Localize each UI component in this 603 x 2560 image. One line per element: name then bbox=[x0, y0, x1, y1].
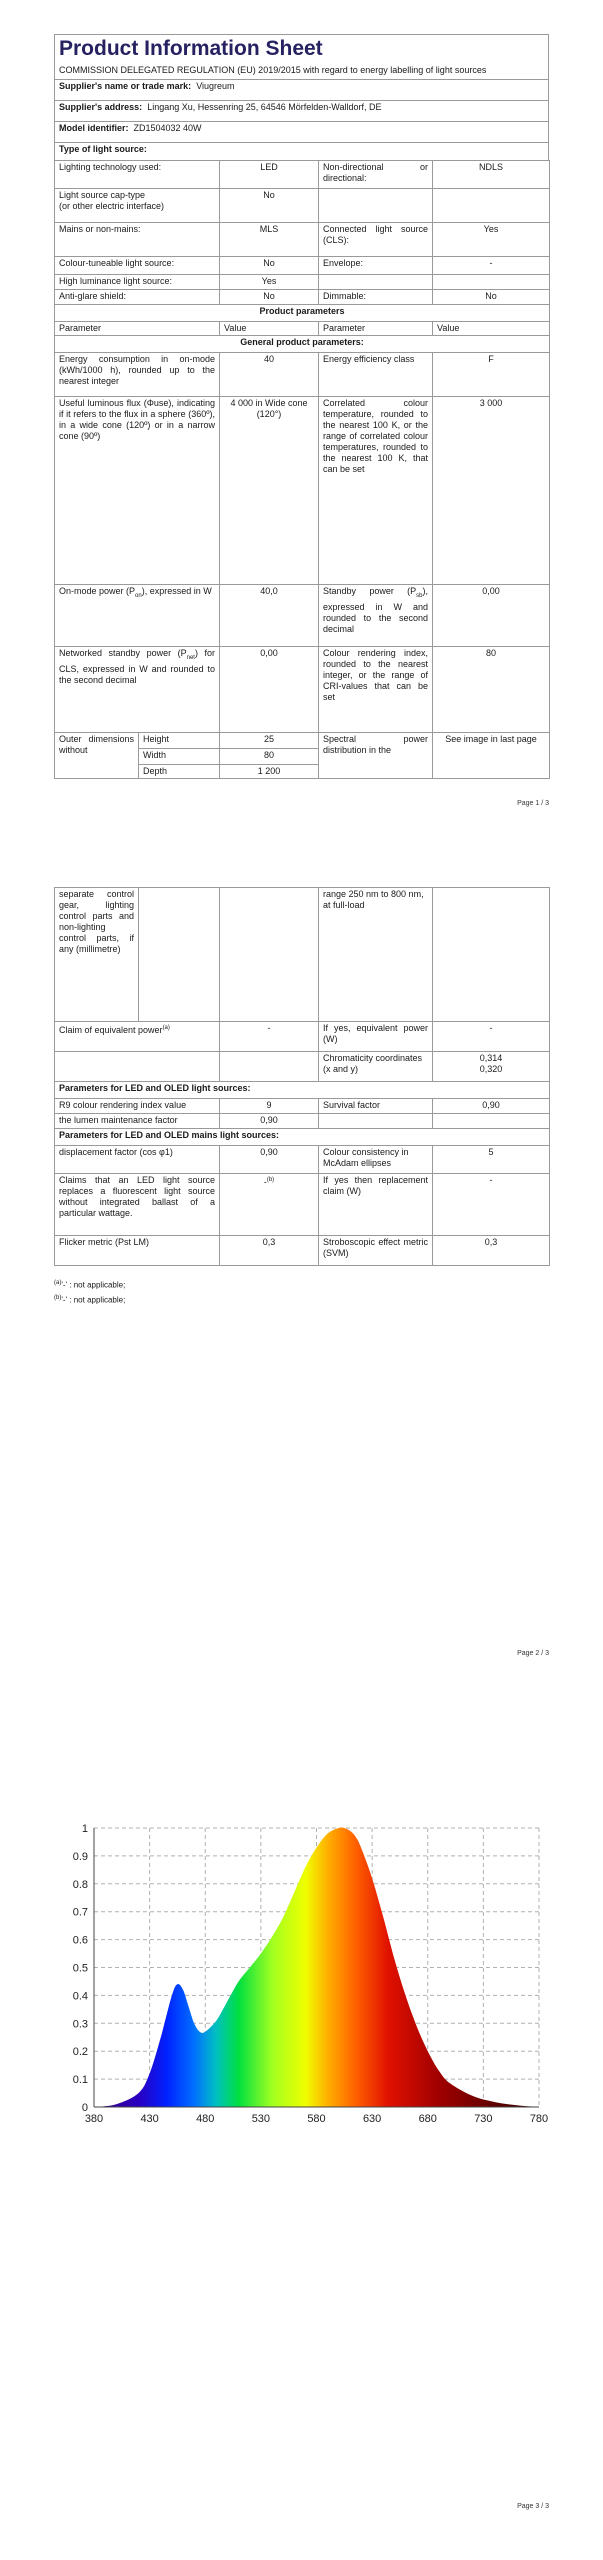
x-tick-labels bbox=[85, 2113, 548, 2125]
dimensions-table-part1 bbox=[54, 732, 550, 779]
x-tick-label: 380 bbox=[84, 2113, 104, 2125]
ls-param: Lighting technology used: bbox=[55, 161, 220, 189]
column-header-row bbox=[55, 322, 550, 336]
param-row bbox=[55, 1236, 550, 1266]
general-parameters-heading: General product parameters: bbox=[55, 336, 550, 353]
equivalent-power-label: Claim of equivalent power$^{(a)}$ bbox=[55, 1022, 220, 1052]
mains-parameters-heading: Parameters for LED and OLED mains light sources: bbox=[55, 1129, 550, 1146]
ls-row bbox=[55, 223, 550, 257]
ls-param: Colour-tuneable light source: bbox=[55, 257, 220, 275]
ls-value bbox=[433, 189, 550, 223]
luminous-flux-value: 4 000 in Wide cone (120°) bbox=[220, 397, 319, 585]
supplier-name-row bbox=[55, 80, 549, 101]
chromaticity-label: Chromaticity coordinates (x and y) bbox=[319, 1052, 433, 1082]
dimension-continued-row bbox=[55, 888, 550, 1022]
x-tick-label: 680 bbox=[418, 2113, 437, 2125]
cct-label: Correlated colour temperature, rounded to the nearest 100 K, or the range of correlated colour temperatures, rounded to the nearest 100 K, that can be set bbox=[319, 397, 433, 585]
replacement-claim-label: If yes then replacement claim (W) bbox=[319, 1174, 433, 1236]
onmode-power-value: 40,0 bbox=[220, 585, 319, 647]
footnotes bbox=[54, 1277, 125, 1306]
lumen-maintenance-value: 0,90 bbox=[220, 1114, 319, 1129]
svm-value: 0,3 bbox=[433, 1236, 550, 1266]
light-source-table bbox=[54, 160, 550, 733]
ls-value: LED bbox=[220, 161, 319, 189]
height-value: 25 bbox=[220, 733, 319, 749]
ls-row bbox=[55, 161, 550, 189]
empty-cell bbox=[139, 888, 220, 1022]
spd-label: Spectral power distribution in the bbox=[319, 733, 433, 779]
empty-cell bbox=[433, 888, 550, 1022]
width-label: Width bbox=[139, 749, 220, 765]
title-block bbox=[54, 34, 549, 80]
param-row bbox=[55, 353, 550, 397]
spectral-distribution-chart bbox=[54, 1820, 549, 2130]
ls-value: NDLS bbox=[433, 161, 550, 189]
param-row bbox=[55, 1174, 550, 1236]
ls-param bbox=[319, 275, 433, 290]
r9-label: R9 colour rendering index value bbox=[55, 1099, 220, 1114]
ls-value: - bbox=[433, 257, 550, 275]
ls-param bbox=[319, 189, 433, 223]
empty-cell bbox=[220, 1052, 319, 1082]
luminous-flux-label: Useful luminous flux (Φuse), indicating if it refers to the flux in a sphere (360º), in a wide cone (120º) or in a narrow cone (90º) bbox=[55, 397, 220, 585]
networked-standby-label: Networked standby power $(P_{net})$ for CLS, expressed in W and rounded to the second decimal bbox=[55, 647, 220, 733]
param-row bbox=[55, 1052, 550, 1082]
y-tick-label: 1 bbox=[81, 1823, 88, 1835]
col-header-parameter: Parameter bbox=[319, 322, 433, 336]
displacement-factor-label: displacement factor (cos φ1) bbox=[55, 1146, 220, 1174]
y-tick-labels bbox=[73, 1823, 88, 2114]
empty-cell bbox=[55, 1052, 220, 1082]
ls-param: High luminance light source: bbox=[55, 275, 220, 290]
param-row bbox=[55, 585, 550, 647]
info-sheet-continued bbox=[54, 887, 549, 1266]
ls-value: Yes bbox=[220, 275, 319, 290]
ls-value: No bbox=[220, 257, 319, 275]
ls-value: No bbox=[433, 290, 550, 305]
y-tick-label: 0.3 bbox=[72, 2018, 88, 2031]
cct-value: 3 000 bbox=[433, 397, 550, 585]
equivalent-power-value: - bbox=[220, 1022, 319, 1052]
dimension-row bbox=[55, 733, 550, 749]
param-row bbox=[55, 1146, 550, 1174]
supplier-address-row bbox=[55, 101, 549, 122]
col-header-parameter: Parameter bbox=[55, 322, 220, 336]
flicker-label: Flicker metric (Pst LM) bbox=[55, 1236, 220, 1266]
energy-class-label: Energy efficiency class bbox=[319, 353, 433, 397]
y-tick-label: 0.1 bbox=[72, 2074, 88, 2087]
x-tick-label: 480 bbox=[196, 2113, 215, 2125]
ls-param: Light source cap-type (or other electric interface) bbox=[55, 189, 220, 223]
regulation-text: COMMISSION DELEGATED REGULATION (EU) 2019/2015 with regard to energy labelling of light sources bbox=[59, 65, 487, 75]
energy-consumption-value: 40 bbox=[220, 353, 319, 397]
general-heading-row bbox=[55, 336, 550, 353]
ls-value: Yes bbox=[433, 223, 550, 257]
spd-value: See image in last page bbox=[433, 733, 550, 779]
model-label: Model identifier: bbox=[59, 123, 129, 133]
replacement-claim-value: - bbox=[433, 1174, 550, 1236]
x-tick-label: 430 bbox=[140, 2113, 159, 2125]
light-source-heading: Type of light source: bbox=[55, 143, 549, 161]
networked-standby-value: 0,00 bbox=[220, 647, 319, 733]
outer-dimensions-label: Outer dimensions without bbox=[55, 733, 139, 779]
survival-factor-value: 0,90 bbox=[433, 1099, 550, 1114]
width-value: 80 bbox=[220, 749, 319, 765]
onmode-power-label: On-mode power $(P_{on})$, expressed in W bbox=[55, 585, 220, 647]
page-number: Page 1 / 3 bbox=[517, 800, 549, 807]
page-1 bbox=[0, 0, 603, 853]
supplier-address: Lingang Xu, Hessenring 25, 64546 Mörfelden-Walldorf, DE bbox=[147, 102, 382, 112]
depth-label: Depth bbox=[139, 765, 220, 779]
x-tick-label: 530 bbox=[251, 2113, 271, 2125]
ls-row bbox=[55, 290, 550, 305]
y-tick-label: 0.5 bbox=[72, 1962, 88, 1975]
page-2 bbox=[0, 887, 603, 1740]
light-source-heading-row bbox=[55, 143, 549, 161]
ls-param: Mains or non-mains: bbox=[55, 223, 220, 257]
x-tick-label: 630 bbox=[362, 2113, 382, 2125]
supplier-table bbox=[54, 79, 549, 161]
footnote-a: $^{(a)}$'-' : not applicable; bbox=[54, 1280, 126, 1290]
dimensions-table-part2 bbox=[54, 887, 550, 1022]
param-row bbox=[55, 397, 550, 585]
ls-row bbox=[55, 257, 550, 275]
ls-row bbox=[55, 189, 550, 223]
ls-param: Connected light source (CLS): bbox=[319, 223, 433, 257]
ls-row bbox=[55, 275, 550, 290]
param-row bbox=[55, 1099, 550, 1114]
equivalent-yes-label: If yes, equivalent power (W) bbox=[319, 1022, 433, 1052]
col-header-value: Value bbox=[220, 322, 319, 336]
r9-value: 9 bbox=[220, 1099, 319, 1114]
page-number: Page 2 / 3 bbox=[517, 1650, 549, 1657]
model-identifier: ZD1504032 40W bbox=[133, 123, 202, 133]
cri-value: 80 bbox=[433, 647, 550, 733]
mcadam-value: 5 bbox=[433, 1146, 550, 1174]
model-row bbox=[55, 122, 549, 143]
page-number: Page 3 / 3 bbox=[517, 2503, 549, 2510]
param-row bbox=[55, 1022, 550, 1052]
x-tick-label: 730 bbox=[474, 2113, 493, 2125]
standby-power-label: Standby power $(P_{sb})$, expressed in W and rounded to the second decimal bbox=[319, 585, 433, 647]
displacement-factor-value: 0,90 bbox=[220, 1146, 319, 1174]
empty-cell bbox=[220, 888, 319, 1022]
product-parameters-heading: Product parameters bbox=[55, 305, 550, 322]
param-row bbox=[55, 647, 550, 733]
y-tick-label: 0.9 bbox=[72, 1850, 88, 1863]
page-title: Product Information Sheet bbox=[59, 37, 323, 60]
y-tick-label: 0.6 bbox=[72, 1934, 88, 1947]
claims-label: Claims that an LED light source replaces a fluorescent light source without integrated ballast of a particular wattage. bbox=[55, 1174, 220, 1236]
svm-label: Stroboscopic effect metric (SVM) bbox=[319, 1236, 433, 1266]
supplier-name-label: Supplier's name or trade mark: bbox=[59, 81, 192, 91]
y-tick-label: 0.2 bbox=[72, 2046, 88, 2059]
equivalent-yes-value: - bbox=[433, 1022, 550, 1052]
height-label: Height bbox=[139, 733, 220, 749]
y-tick-label: 0.7 bbox=[72, 1906, 88, 1919]
spd-label-continued: range 250 nm to 800 nm, at full-load bbox=[319, 888, 433, 1022]
cri-label: Colour rendering index, rounded to the nearest integer, or the range of CRI-values that can be set bbox=[319, 647, 433, 733]
footnote-b: $^{(b)}$'-' : not applicable; bbox=[54, 1294, 126, 1305]
empty-cell bbox=[319, 1114, 433, 1129]
energy-class-value: F bbox=[433, 353, 550, 397]
lumen-maintenance-label: the lumen maintenance factor bbox=[55, 1114, 220, 1129]
product-parameters-heading-row bbox=[55, 305, 550, 322]
standby-power-value: 0,00 bbox=[433, 585, 550, 647]
mains-heading-row bbox=[55, 1129, 550, 1146]
ls-param: Dimmable: bbox=[319, 290, 433, 305]
flicker-value: 0,3 bbox=[220, 1236, 319, 1266]
y-tick-label: 0.8 bbox=[72, 1878, 88, 1891]
parameters-table-page2 bbox=[54, 1021, 550, 1266]
survival-factor-label: Survival factor bbox=[319, 1099, 433, 1114]
depth-value: 1 200 bbox=[220, 765, 319, 779]
param-row bbox=[55, 1114, 550, 1129]
ls-value: No bbox=[220, 290, 319, 305]
ls-value: No bbox=[220, 189, 319, 223]
supplier-address-label: Supplier's address: bbox=[59, 102, 143, 112]
led-parameters-heading: Parameters for LED and OLED light sources: bbox=[55, 1082, 550, 1099]
ls-param: Envelope: bbox=[319, 257, 433, 275]
y-tick-label: 0.4 bbox=[72, 1990, 88, 2003]
y-tick-label: 0 bbox=[81, 2102, 88, 2114]
led-heading-row bbox=[55, 1082, 550, 1099]
col-header-value: Value bbox=[433, 322, 550, 336]
ls-param: Anti-glare shield: bbox=[55, 290, 220, 305]
ls-param: Non-directional or directional: bbox=[319, 161, 433, 189]
mcadam-label: Colour consistency in McAdam ellipses bbox=[319, 1146, 433, 1174]
info-sheet bbox=[54, 34, 549, 779]
x-tick-label: 780 bbox=[529, 2113, 549, 2125]
energy-consumption-label: Energy consumption in on-mode (kWh/1000 h), rounded up to the nearest integer bbox=[55, 353, 220, 397]
claims-value: -$^{(b)}$ bbox=[220, 1174, 319, 1236]
empty-cell bbox=[433, 1114, 550, 1129]
outer-dimensions-label-continued: separate control gear, lighting control parts and non-lighting control parts, if any (millimetre) bbox=[55, 888, 139, 1022]
ls-value: MLS bbox=[220, 223, 319, 257]
chromaticity-value: 0,314 0,320 bbox=[433, 1052, 550, 1082]
ls-value bbox=[433, 275, 550, 290]
supplier-name: Viugreum bbox=[196, 81, 235, 91]
x-tick-label: 580 bbox=[307, 2113, 326, 2125]
